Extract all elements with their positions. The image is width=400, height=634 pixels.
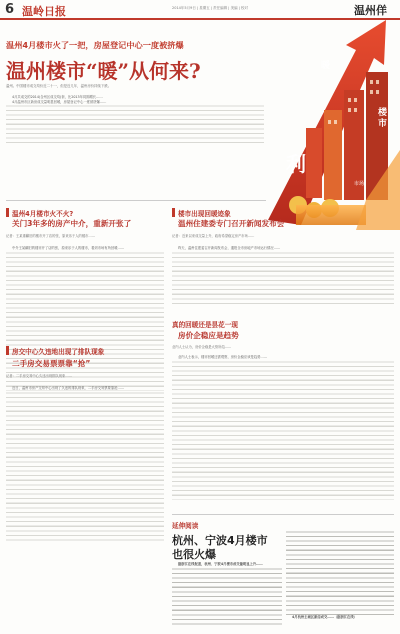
col5-body-left	[172, 562, 282, 632]
top-body-p1: 4月共成交的2014(含州区成交均)套，比2013年同期增长……	[12, 95, 103, 99]
col2-lead: 记者：近来以来成交量上升，政府希望稳定房产市场……	[172, 234, 255, 238]
masthead-logo: 温岭日报	[22, 5, 66, 18]
section-divider	[6, 200, 266, 201]
col2-headline: 温州住建委专门召开新闻发布会	[178, 219, 285, 228]
vertical-word-2: 市	[378, 119, 388, 129]
col4-lead: 业内人士认为，房价企稳是大势所趋……	[172, 345, 232, 349]
col1-headline: 关门3年多的房产中介，重新开张了	[12, 219, 132, 228]
col3-body	[6, 386, 164, 546]
top-headline: 温州楼市“暖”从何来?	[6, 59, 201, 83]
top-body-p2: 4月温州市区新房成交量明显回暖，房屋登记中心一度被挤爆……	[12, 99, 107, 104]
col5-headline-2: 也很火爆	[172, 548, 216, 561]
col2-body	[172, 246, 394, 308]
col2-body-text: 昨天，温州住建委召开新闻发布会，通报全市房地产市场运行情况……	[178, 246, 281, 250]
col4-headline: 房价企稳应是趋势	[178, 331, 239, 340]
col4-kicker: 真的回暖还是昙花一现	[172, 321, 238, 329]
col1-kicker: 温州4月楼市火不火?	[12, 210, 74, 218]
illustration-vertical-words	[378, 108, 392, 130]
col1-lead: 记者：王某重翻旧的楼市开了店的张，原来乐于人的楼市……	[6, 234, 96, 238]
illustration-label: 市场	[354, 181, 365, 187]
col3-lead: 记者：二手房交易中心久违出现排队现象……	[6, 374, 72, 378]
vertical-word-1: 楼	[378, 108, 388, 118]
col2-marker	[172, 208, 175, 217]
col5-divider	[172, 514, 394, 515]
header-info: 2014年5月9日 | 星期五 | 责任编辑 | 美编 | 校对	[172, 6, 248, 10]
col5-body-right-text: 4月杭州主城区新房成交……（据浙江在线）	[292, 615, 357, 619]
col1-marker	[6, 208, 9, 217]
page-header	[0, 0, 400, 21]
col5-body-right	[286, 530, 394, 630]
top-kicker: 温州4月楼市火了一把，房屋登记中心一度被挤爆	[6, 40, 184, 50]
col3-headline: 二手房交易票票靠“抢”	[12, 359, 91, 368]
top-body	[6, 95, 264, 144]
page-number: 6	[5, 2, 15, 17]
illustration-word-bao: 暖	[321, 61, 331, 71]
col3-kicker: 房交中心久违地出现了排队现象	[12, 348, 105, 356]
col3-body-text: 近日，温州市房产交易中心出现了久违的排队现象，二手房交易票要靠抢……	[12, 386, 125, 390]
illustration-word-li: 利	[286, 152, 306, 176]
section-label: 温州佯	[354, 4, 387, 17]
col5-headline-1: 杭州、宁波4月楼市	[172, 534, 268, 547]
col3-marker	[6, 346, 9, 355]
col5-body-text: 据浙江在线报道，杭州、宁波4月楼市成交量明显上升……	[178, 562, 263, 566]
top-intro: 温州。中国楼市成交均价近二十一，但是近几年，温州房价持续下跌。	[6, 84, 112, 88]
top-illustration	[266, 20, 400, 230]
col2-kicker: 楼市出现回暖迹象	[178, 210, 231, 218]
col5-kicker: 延伸阅读	[172, 522, 199, 530]
col1-body-text: 中介王某翻旧的楼市开了店的张，原来乐于人的楼市，看到市场有所回暖……	[12, 246, 125, 250]
col4-body-text: 业内人士表示，楼市回暖还需观察，房价企稳应该是趋势……	[178, 355, 268, 359]
col4-body	[172, 355, 394, 505]
